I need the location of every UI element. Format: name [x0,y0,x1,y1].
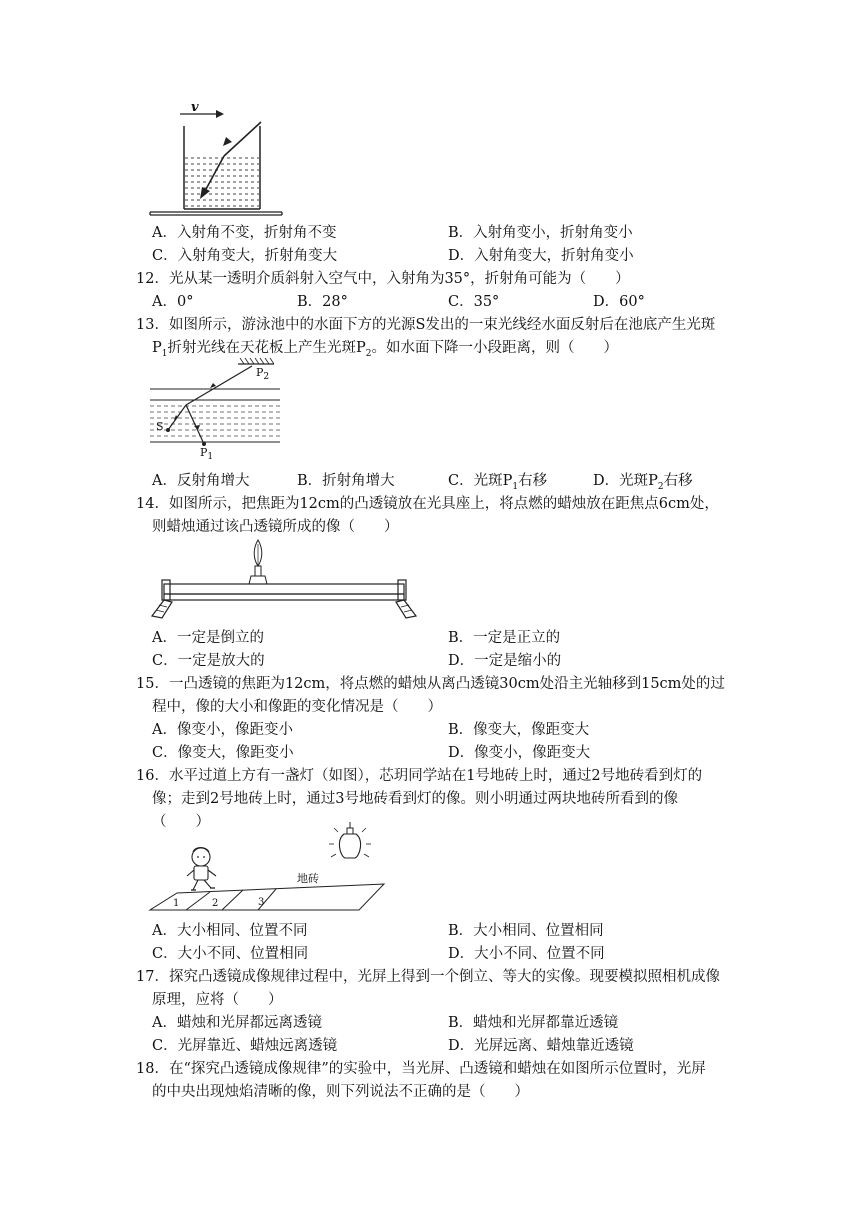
q16-option-a[interactable]: A．大小相同、位置不同 [152,923,308,939]
q15-stem-line1: 15．一凸透镜的焦距为12cm，将点燃的蜡烛从离凸透镜30cm处沿主光轴移到15cm处的过 [136,676,725,692]
q13-option-d[interactable]: D．光斑$P_2$右移 [593,473,693,492]
q16-option-c[interactable]: C．大小不同、位置相同 [152,946,309,962]
q12-option-a[interactable]: A．0° [152,294,194,310]
q18-stem-line2: 的中央出现烛焰清晰的像，则下列说法不正确的是（ ） [152,1084,529,1100]
q16-stem-line3: （ ） [152,814,210,830]
q16-option-d[interactable]: D．大小不同、位置不同 [448,946,605,962]
q16-figure [148,822,388,914]
q17-stem-line1: 17．探究凸透镜成像规律过程中，光屏上得到一个倒立、等大的实像。现要模拟照相机成像 [136,969,720,985]
q18-stem-line1: 18．在“探究凸透镜成像规律”的实验中，当光屏、凸透镜和蜡烛在如图所示位置时，光屏 [136,1061,706,1077]
q16-fig-label-2: 2 [212,898,219,909]
q15-option-b[interactable]: B．像变大，像距变大 [448,722,590,738]
q12-option-b[interactable]: B．28° [297,294,348,310]
q11-option-d[interactable]: D．入射角变大，折射角变小 [448,248,634,264]
q14-option-d[interactable]: D．一定是缩小的 [448,653,562,669]
q13-stem-line2: $P_1$折射光线在天花板上产生光斑$P_2$。如水面下降一小段距离，则（ ） [152,340,618,359]
q11-option-a[interactable]: A．入射角不变，折射角不变 [152,225,337,241]
q13-option-c[interactable]: C．光斑$P_1$右移 [448,473,548,492]
q16-fig-label-3: 3 [258,897,265,908]
q14-option-c[interactable]: C．一定是放大的 [152,653,265,669]
q16-option-b[interactable]: B．大小相同、位置相同 [448,923,604,939]
q17-option-b[interactable]: B．蜡烛和光屏都靠近透镜 [448,1015,619,1031]
q14-option-a[interactable]: A．一定是倒立的 [152,630,264,646]
q12-option-d[interactable]: D．60° [593,294,645,310]
q11-figure [140,96,290,216]
q16-stem-line1: 16．水平过道上方有一盏灯（如图），芯玥同学站在1号地砖上时，通过2号地砖看到灯的 [136,768,703,784]
q11-option-c[interactable]: C．入射角变大，折射角变大 [152,248,338,264]
q17-option-c[interactable]: C．光屏靠近、蜡烛远离透镜 [152,1038,338,1054]
q16-fig-label-1: 1 [173,898,180,909]
q17-option-a[interactable]: A．蜡烛和光屏都远离透镜 [152,1015,322,1031]
q11-option-b[interactable]: B．入射角变小，折射角变小 [448,225,633,241]
q13-option-a[interactable]: A．反射角增大 [152,473,250,489]
q13-fig-label-p2: $P_2$ [256,366,270,383]
q12-stem: 12．光从某一透明介质斜射入空气中，入射角为35°，折射角可能为（ ） [136,271,630,287]
q16-stem-line2: 像；走到2号地砖上时，通过3号地砖看到灯的像。则小明通过两块地砖所看到的像 [152,791,678,807]
q15-option-a[interactable]: A．像变小，像距变小 [152,722,293,738]
q11-fig-label-v: v [191,100,199,115]
q12-option-c[interactable]: C．35° [448,294,500,310]
q13-fig-label-s: S [156,420,164,433]
q15-option-d[interactable]: D．像变小，像距变大 [448,745,591,761]
q16-fig-label-floor: 地砖 [297,872,319,885]
q13-stem-line1: 13．如图所示，游泳池中的水面下方的光源S发出的一束光线经水面反射后在池底产生光斑 [136,317,716,333]
q14-option-b[interactable]: B．一定是正立的 [448,630,561,646]
q17-stem-line2: 原理，应将（ ） [152,992,283,1008]
q17-option-d[interactable]: D．光屏远离、蜡烛靠近透镜 [448,1038,634,1054]
q13-fig-label-p1: $P_1$ [200,446,214,463]
q13-option-b[interactable]: B．折射角增大 [297,473,395,489]
q14-figure [148,538,420,620]
q15-option-c[interactable]: C．像变大，像距变小 [152,745,294,761]
q14-stem-line1: 14．如图所示，把焦距为12cm的凸透镜放在光具座上，将点燃的蜡烛放在距焦点6cm处， [136,496,719,512]
q15-stem-line2: 程中，像的大小和像距的变化情况是（ ） [152,699,442,715]
q14-stem-line2: 则蜡烛通过该凸透镜所成的像（ ） [152,519,399,535]
